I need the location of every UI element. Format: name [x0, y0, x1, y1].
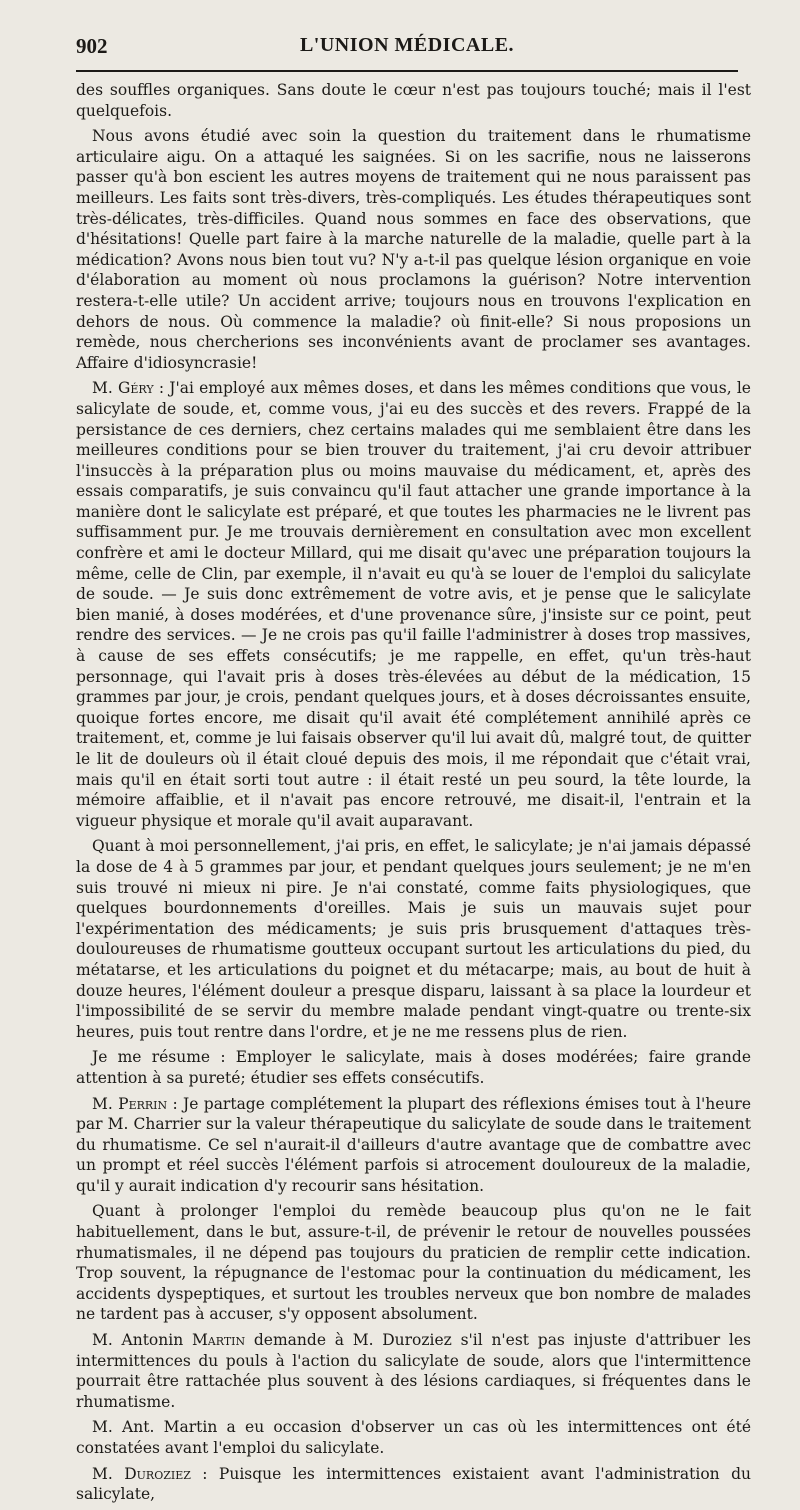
speaker-name: Géry: [118, 379, 154, 398]
paragraph: [76, 836, 751, 1042]
paragraph-text: : J'ai employé aux mêmes doses, et dans les mêmes conditions que vous, le salicylate de soude, et, comme vous, j'ai eu des succès et des revers. Frappé de la persistance de ces derniers, chez certains malades qui me semblaient être dans les meilleures conditions pour se bien trouver du traitement, j'ai cru devoir attribuer l'insuccès à la préparation plus ou moins mauvaise du médicament, et, après des essais comparatifs, je suis convaincu qu'il faut attacher une grande importance à la manière dont le salicylate est préparé, et que toutes les pharmacies ne le livrent pas suffisamment pur. Je me trouvais dernièrement en consultation avec mon excellent confrère et ami le docteur Millard, qui me disait qu'avec une préparation toujours la même, celle de Clin, par exemple, il n'avait eu qu'à se louer de l'emploi du salicylate de soude. — Je suis donc extrêmement de votre avis, et je pense que le salicylate bien manié, à doses modérées, et d'une provenance sûre, j'insiste sur ce point, peut rendre des services. — Je ne crois pas qu'il faille l'administrer à doses trop massives, à cause de ses effets consécutifs; je me rappelle, en effet, qu'un très-haut personnage, qui l'avait pris à doses très-élevées au début de la médication, 15 grammes par jour, je crois, pendant quelques jours, et à doses décroissantes ensuite, quoique fortes encore, me disait qu'il avait été complétement annihilé après ce traitement, et, comme je lui faisais observer qu'il lui avait dû, malgré tout, de quitter le lit de douleurs où il était cloué depuis des mois, il me répondait que c'était vrai, mais qu'il en était sorti tout autre : il était resté un peu sourd, la tête lourde, la mémoire affaiblie, et il n'avait pas encore retrouvé, me disait-il, l'entrain et la vigueur physique et morale qu'il avait auparavant.: [76, 379, 751, 830]
paragraph-text: M. Ant. Martin a eu occasion d'observer un cas où les intermittences ont été constatées avant l'emploi du salicylate.: [76, 1418, 751, 1457]
speaker-title: M.: [92, 379, 113, 398]
paragraph-text: Quant à moi personnellement, j'ai pris, en effet, le salicylate; je n'ai jamais dépassé la dose de 4 à 5 grammes par jour, et pendant quelques jours seulement; je ne m'en suis trouvé ni mieux ni pire. Je n'ai constaté, comme faits physiologiques, que quelques bourdonnements d'oreilles. Mais je suis un mauvais sujet pour l'expérimentation des médicaments; je suis pris brusquement d'attaques très-douloureuses de rhumatisme goutteux occupant surtout les articulations du pied, du métatarse, et les articulations du poignet et du métacarpe; mais, au bout de huit à douze heures, l'élément douleur a presque disparu, laissant à sa place la lourdeur et l'impossibilité de se servir du membre malade pendant vingt-quatre ou trente-six heures, puis tout rentre dans l'ordre, et je ne me ressens plus de rien.: [76, 837, 751, 1041]
speaker-name: Perrin: [118, 1094, 168, 1113]
page-body: [76, 80, 751, 1510]
paragraph: [76, 126, 751, 373]
paragraph: [76, 1201, 751, 1325]
paragraph-text: Quant à prolonger l'emploi du remède beaucoup plus qu'on ne le fait habituellement, dans le but, assure-t-il, de prévenir le retour de nouvelles poussées rhumatismales, il ne dépend pas toujours du praticien de remplir cette indication. Trop souvent, la répugnance de l'estomac pour la continuation du médicament, les accidents dyspeptiques, et surtout les troubles nerveux que bon nombre de malades ne tardent pas à accuser, s'y opposent absolument.: [76, 1202, 751, 1324]
paragraph-text: : Je partage complétement la plupart des réflexions émises tout à l'heure par M. Charrier sur la valeur thérapeutique du salicylate de soude dans le traitement du rhumatisme. Ce sel n'aurait-il d'ailleurs d'autre avantage que de combattre avec un prompt et réel succès l'élément parfois si atrocement douloureux de la maladie, qu'il y aurait indication d'y recourir sans hésitation.: [76, 1094, 751, 1195]
paragraph-text: des souffles organiques. Sans doute le cœur n'est pas toujours touché; mais il l'est quelquefois.: [76, 81, 751, 120]
page-header: [76, 34, 738, 64]
paragraph-text: Nous avons étudié avec soin la question du traitement dans le rhumatisme articulaire aigu. On a attaqué les saignées. Si on les sacrifie, nous ne laisserons passer qu'à bon escient les autres moyens de traitement qui ne nous paraissent pas meilleurs. Les faits sont très-divers, très-compliqués. Les études thérapeutiques sont très-délicates, très-difficiles. Quand nous sommes en face des observations, que d'hésitations! Quelle part faire à la marche naturelle de la maladie, quelle part à la médication? Avons nous bien tout vu? N'y a-t-il pas quelque lésion organique en voie d'élaboration au moment où nous proclamons la guérison? Notre intervention restera-t-elle utile? Un accident arrive; toujours nous en trouvons l'explication en dehors de nous. Où commence la maladie? où finit-elle? Si nous proposions un remède, nous chercherions ses inconvénients avant de proclamer ses avantages. Affaire d'idiosyncrasie!: [76, 127, 751, 372]
paragraph: [76, 1417, 751, 1458]
header-rule: [76, 70, 738, 72]
paragraph-text: demande à M. Duroziez s'il n'est pas injuste d'attribuer les intermittences du pouls à l'action du salicylate de soude, alors que l'intermittence pourrait être rattachée plus souvent à des lésions cardiaques, si fréquentes dans le rhumatisme.: [76, 1331, 751, 1411]
paragraph-text: Je me résume : Employer le salicylate, mais à doses modérées; faire grande attention à sa pureté; étudier ses effets consécutifs.: [76, 1048, 751, 1087]
paragraph-text: : Puisque les intermittences existaient avant l'administration du salicylate,: [76, 1464, 751, 1504]
speaker-paragraph: [76, 1094, 751, 1197]
paragraph: [76, 80, 751, 121]
speaker-title: M. Antonin: [92, 1331, 184, 1350]
speaker-name: Duroziez: [124, 1464, 191, 1483]
speaker-name: Martin: [191, 1331, 246, 1350]
paragraph: [76, 1047, 751, 1088]
speaker-paragraph: [76, 1330, 751, 1412]
speaker-title: M.: [92, 1094, 113, 1113]
speaker-title: M.: [92, 1464, 113, 1483]
running-title: L'UNION MÉDICALE.: [299, 34, 515, 56]
page-number: 902: [76, 34, 108, 58]
speaker-paragraph: [76, 378, 751, 831]
speaker-paragraph: [76, 1464, 751, 1505]
